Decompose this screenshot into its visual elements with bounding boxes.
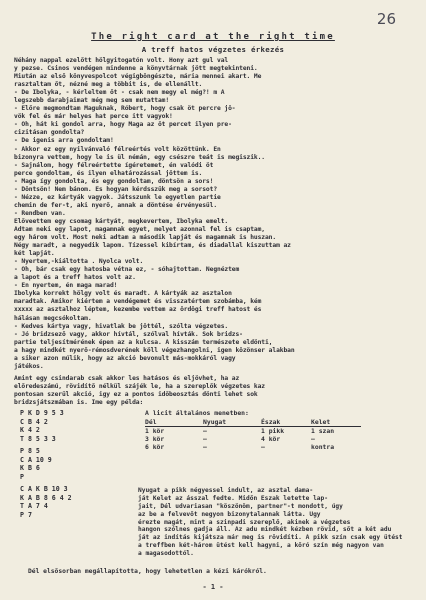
text-line: chemin de fer-t, aki nyerő, annak a döntése érvényesül. (14, 201, 218, 209)
text-line: cizitásan gondolta? (14, 129, 85, 137)
auction-header-cell: Kelet (311, 418, 361, 427)
auction-header-cell: Dél (145, 418, 203, 427)
auction-bid-cell: — (261, 443, 265, 452)
deal-line: K B 6 (20, 464, 40, 472)
text-line: jait, Dél udvariasan "köszönöm, partner"-t mondott, úgy (138, 502, 343, 510)
text-line: - Akkor ez egy nyilvánvaló félreértés volt közöttünk. Én (14, 145, 221, 153)
text-line: az be a felvevőt negyon bizonytalannak látta. Úgy (138, 510, 321, 518)
text-line: előredeszámú, rövidítő nélkül szájék le, ha a szereplők végzetes kaz (14, 382, 265, 390)
text-line: bizonyra vettem, hogy le is ül némán, egy csészre teát is megiszik.. (14, 153, 265, 161)
text-line: ját Kelet az ásszal fedte. Midőn Észak letette lap- (138, 494, 328, 502)
text-line: maradtak. Amikor kiértem a vendégemet és visszatértem szobámba, kém (14, 298, 262, 306)
text-line: érezte magát, mint a szinpadi szereplő, akinek a végzetes (138, 518, 351, 526)
deal-line: C B 4 2 (20, 417, 48, 426)
text-line: a lapot és a treff hatos volt az. (14, 274, 136, 282)
text-line: hangon szólnes gadja áll. Az adu mindkét kézben rövid, sőt a két adu (138, 526, 392, 534)
text-line: Előveettem egy csomag kártyát, megkevertem, Ibolyka emelt. (14, 217, 229, 225)
auction-bid-cell: 1 kör (145, 427, 165, 436)
text-line: rasztaltam őt, nézné meg a többit is, de ellenállt. (14, 81, 203, 89)
deal-line: P 7 (20, 510, 32, 519)
page-footer: - 1 - (202, 583, 224, 591)
text-line: a treffben két-három ütést kell hagyni, a kőró szín még nagyon van (138, 542, 384, 550)
auction-header-cell: Észak (261, 418, 311, 427)
text-line: - Kedves kártya vagy, hivatlak be jöttél, szólta végzetes. (14, 322, 229, 330)
closing-line: Dél elsősorban megállapította, hogy lehetetlen a kézi kárókról. (28, 568, 267, 575)
text-line: - Döntsön! Nem bánom. És hogyan kérdsszük meg a sorsot? (14, 185, 218, 193)
auction-bid-cell: 6 kör (145, 443, 165, 452)
text-line: - Nyertem,-kiáltotta . Nyolca volt. (14, 258, 144, 266)
auction-bid-cell: — (203, 443, 207, 452)
text-line: - Rendben van. (14, 209, 66, 217)
deal-line: P (20, 472, 24, 481)
deal-line: T 8 5 3 3 (20, 434, 56, 443)
auction-bid-cell: 4 kör (261, 435, 281, 444)
auction-block (145, 409, 415, 451)
deal-line: K A B 8 6 4 2 (20, 493, 72, 502)
text-line: a magasodottól. (138, 550, 194, 558)
text-line: xxxxx az asztalhoz léptem, kezembe vettem az ördögi treff hatost és (14, 306, 262, 314)
text-line: a hagy mindkét nyerő-rémosdverének köll végezhangolni, igen közönser alakban (14, 346, 295, 354)
deal-line: C A 10 9 (20, 455, 52, 464)
text-line: - De igenis arra gondoltam! (14, 137, 114, 145)
deal-line: P 8 5 (20, 447, 40, 455)
text-line: - Jó bridzsező vagy, akkor hívtál, szólval hívták. Sok bridzs- (14, 330, 243, 338)
page-title: The right card at the right time (91, 32, 335, 42)
text-line: Miután az első könyvespolcot végigböngészte, mária mennei akart. Me (14, 73, 262, 81)
auction-bid-cell: — (203, 435, 207, 444)
text-line: - Oh, bár csak egy hatosba vétna ez, - sóhajtottam. Negnéztem (14, 266, 240, 274)
auction-row (145, 427, 361, 436)
deal-line: K 4 2 (20, 426, 40, 434)
text-line: - Nézze, ez kártyák vagyok. Játsszunk le egyetlen partie (14, 193, 221, 201)
text-line: két lapját. (14, 250, 55, 258)
deal-line: P K D 9 5 3 (20, 409, 64, 417)
deal-line: T A 7 4 (20, 502, 48, 510)
text-line: y pezse. Csinos vendégen mindenne a könyvtárnak jött megtekinteni. (14, 65, 258, 73)
auction-row (145, 443, 361, 451)
text-line: ját az indítás kijátsza már meg is rövidíti. A pikk szín csak egy ütést (138, 534, 403, 542)
text-line: perce gondoltam, és ilyen elhatározással jöttem is. (14, 169, 203, 177)
text-line: legszebb darabjaimat még meg sem mutattam! (14, 97, 170, 105)
text-line: - Én nyertem, én maga marad! (14, 282, 118, 290)
auction-row (145, 435, 361, 443)
text-line: - De Ibolyka, - kérleltem őt - csak nem megy el még?! m A (14, 89, 225, 97)
deal-line: C A K B 10 3 (20, 485, 68, 493)
text-line: Adtam neki egy lapot, magamnak egyet, melyet azonnal fel is csaptam, (14, 225, 265, 233)
auction-bid-cell: kontra (311, 443, 335, 452)
text-line: - Maga így gondolta, és egy gondoltam, döntsön a sors! (14, 177, 214, 185)
analysis-text (138, 487, 420, 558)
card-deal-diagram (20, 409, 130, 519)
text-line: Amint egy csindarab csak akkor les hatásos és eljövhet, ha az (14, 374, 240, 382)
text-line: bridzsjátszmában is. Íme egy példa: (14, 398, 144, 406)
auction-bid-cell: — (203, 427, 207, 436)
auction-bid-cell: 3 kör (145, 435, 165, 444)
text-line: Néhány nappal ezelőtt hölgyitogatón volt. Hony azt gul val (14, 57, 229, 64)
text-line: - Előre megmondtam Maguknak, Róbert, hogy csak öt percre jö- (14, 105, 236, 113)
text-line: partie teljesítmérének épen az a kulcsa. A kisszám természete eldönti, (14, 338, 273, 346)
auction-bid-cell: 1 pikk (261, 427, 285, 436)
auction-intro: A licit általános menetben: (145, 409, 249, 417)
page-subtitle: A treff hatos végzetes érkezés (141, 45, 285, 54)
text-line: vök fel és már helyes hat perce itt vagyok! (14, 113, 173, 121)
auction-header-cell: Nyugat (203, 418, 261, 427)
auction-table (145, 418, 361, 451)
text-line: Négy maradt, a negyedik lapom. Tízessel kibírtam, és diadallal kiszuttam az (14, 242, 291, 250)
text-line: játékos. (14, 362, 44, 370)
text-line: Nyugat a pikk négyessel indult, az asztal dama- (138, 487, 314, 494)
text-line: - Oh, hát ki gondol arra, hogy Maga az öt percet ilyen pre- (14, 121, 232, 129)
text-line: - Sajnálom, hogy félreértette ígéretemet, én valódi öt (14, 161, 214, 169)
auction-bid-cell: 1 szan (311, 427, 335, 436)
text-line: pontosan szerül akció, igy ez a pontos időbeosztás dönti lehet sok (14, 390, 258, 398)
page-number: 26 (376, 10, 396, 28)
auction-bid-cell: — (311, 435, 315, 444)
text-line: egy három volt. Most neki adtam a második lapját és magamnak is huszan. (14, 234, 277, 242)
text-line: hálásan megcsókoltam. (14, 314, 92, 322)
text-line: a siker azon múlik, hogy az akció bevonult más-mokkáról vagy (14, 354, 236, 362)
text-line: Ibolyka korrekt hölgy volt és maradt. A kártyák az asztalon (14, 290, 232, 298)
story-body (14, 57, 416, 407)
